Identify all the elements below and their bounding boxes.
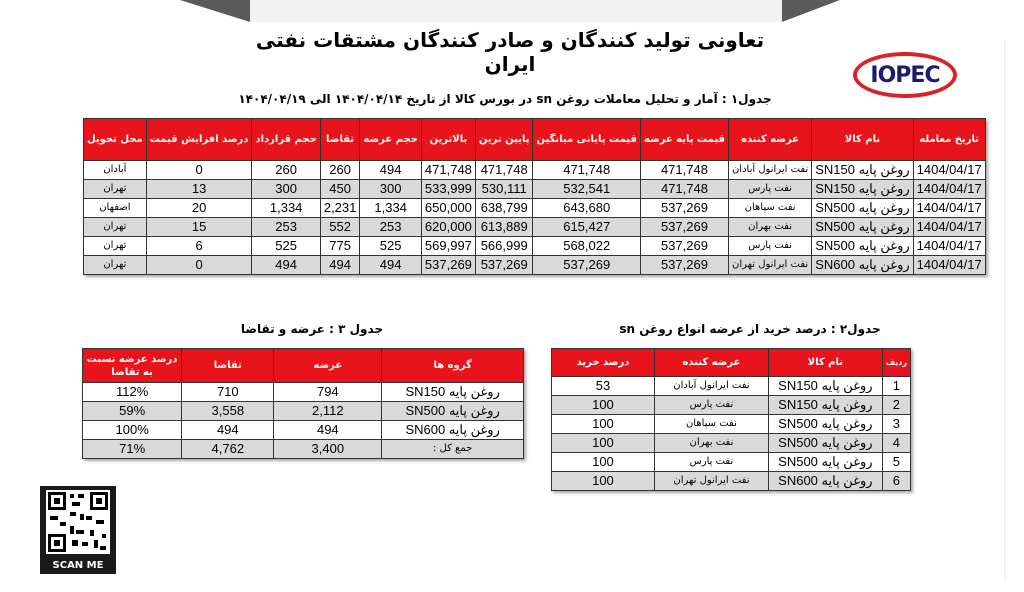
cell-highest: 537,269 bbox=[421, 256, 475, 275]
cell-percent: 100 bbox=[552, 396, 655, 415]
cell-product: روغن پایه SN500 bbox=[768, 434, 882, 453]
cell-supplier: نفت سپاهان bbox=[654, 415, 768, 434]
cell-lowest: 471,748 bbox=[475, 161, 533, 180]
cell-contract: 525 bbox=[252, 237, 320, 256]
cell-supplier: نفت ایرانول تهران bbox=[654, 472, 768, 491]
qr-code-pattern bbox=[46, 490, 110, 554]
page-edge bbox=[1004, 40, 1006, 580]
table-row bbox=[84, 256, 986, 275]
table-row bbox=[552, 453, 911, 472]
cell-date: 1404/04/17 bbox=[913, 180, 985, 199]
cell-demand: 494 bbox=[182, 421, 274, 440]
col-demand: تقاضا bbox=[182, 349, 274, 383]
col-base-price: قیمت پایه عرضه bbox=[640, 119, 728, 161]
table-row bbox=[552, 377, 911, 396]
col-groups: گروه ها bbox=[382, 349, 524, 383]
cell-supply: 494 bbox=[274, 421, 382, 440]
cell-percent: 53 bbox=[552, 377, 655, 396]
purchase-percent-table bbox=[551, 348, 911, 491]
qr-code[interactable] bbox=[40, 486, 116, 574]
cell-increase: 0 bbox=[146, 256, 252, 275]
cell-row-number: 6 bbox=[882, 472, 910, 491]
cell-final-price: 537,269 bbox=[533, 256, 640, 275]
table-row bbox=[83, 383, 524, 402]
col-supply-ratio: درصد عرضه نسبت به تقاضا bbox=[83, 349, 182, 383]
cell-delivery: تهران bbox=[84, 218, 147, 237]
cell-ratio: 59% bbox=[83, 402, 182, 421]
table-row bbox=[83, 402, 524, 421]
page-title: تعاونی تولید کنندگان و صادر کنندگان مشتقات نفتی ایران bbox=[255, 28, 765, 76]
col-trade-date: تاریخ معامله bbox=[913, 119, 985, 161]
cell-supplier: نفت ایرانول تهران bbox=[728, 256, 811, 275]
cell-supply: 494 bbox=[360, 256, 422, 275]
cell-supplier: نفت ایرانول آبادان bbox=[654, 377, 768, 396]
cell-highest: 569,997 bbox=[421, 237, 475, 256]
cell-product: روغن پایه SN500 bbox=[768, 453, 882, 472]
cell-delivery: تهران bbox=[84, 237, 147, 256]
cell-supply: 3,400 bbox=[274, 440, 382, 459]
cell-product: روغن پایه SN500 bbox=[812, 199, 913, 218]
table-row bbox=[83, 421, 524, 440]
cell-row-number: 1 bbox=[882, 377, 910, 396]
col-price-increase: درصد افزایش قیمت bbox=[146, 119, 252, 161]
qr-scan-label: SCAN ME bbox=[52, 560, 104, 571]
cell-ratio: 112% bbox=[83, 383, 182, 402]
col-final-avg-price: قیمت پایانی میانگین bbox=[533, 119, 640, 161]
cell-supply: 253 bbox=[360, 218, 422, 237]
cell-final-price: 643,680 bbox=[533, 199, 640, 218]
table-row bbox=[552, 415, 911, 434]
table-header-row bbox=[83, 349, 524, 383]
col-delivery-place: محل تحویل bbox=[84, 119, 147, 161]
cell-base-price: 537,269 bbox=[640, 218, 728, 237]
cell-contract: 1,334 bbox=[252, 199, 320, 218]
cell-final-price: 532,541 bbox=[533, 180, 640, 199]
cell-date: 1404/04/17 bbox=[913, 237, 985, 256]
cell-supplier: نفت پارس bbox=[728, 180, 811, 199]
cell-increase: 13 bbox=[146, 180, 252, 199]
cell-demand: 260 bbox=[320, 161, 360, 180]
cell-highest: 650,000 bbox=[421, 199, 475, 218]
cell-increase: 6 bbox=[146, 237, 252, 256]
col-supplier: عرضه کننده bbox=[728, 119, 811, 161]
cell-supply: 2,112 bbox=[274, 402, 382, 421]
cell-product: روغن پایه SN150 bbox=[812, 180, 913, 199]
table-row bbox=[552, 396, 911, 415]
cell-supplier: نفت پارس bbox=[654, 396, 768, 415]
col-row-number: ردیف bbox=[882, 349, 910, 377]
cell-base-price: 537,269 bbox=[640, 237, 728, 256]
cell-increase: 0 bbox=[146, 161, 252, 180]
cell-date: 1404/04/17 bbox=[913, 199, 985, 218]
cell-product: روغن پایه SN600 bbox=[768, 472, 882, 491]
cell-contract: 253 bbox=[252, 218, 320, 237]
cell-increase: 15 bbox=[146, 218, 252, 237]
table3-caption: جدول ۳ : عرضه و تقاضا bbox=[240, 322, 384, 336]
cell-ratio: 71% bbox=[83, 440, 182, 459]
cell-supply: 300 bbox=[360, 180, 422, 199]
col-purchase-percent: درصد خرید bbox=[552, 349, 655, 377]
cell-base-price: 471,748 bbox=[640, 180, 728, 199]
cell-lowest: 530,111 bbox=[475, 180, 533, 199]
cell-percent: 100 bbox=[552, 415, 655, 434]
table1-caption: جدول۱ : آمار و تحلیل معاملات روغن sn در بورس کالا از تاریخ ۱۴۰۴/۰۴/۱۴ الی ۱۴۰۴/۰۴/۱۹ bbox=[238, 92, 772, 106]
cell-percent: 100 bbox=[552, 434, 655, 453]
col-product: نام کالا bbox=[768, 349, 882, 377]
cell-group: روغن پایه SN600 bbox=[382, 421, 524, 440]
cell-increase: 20 bbox=[146, 199, 252, 218]
cell-product: روغن پایه SN150 bbox=[768, 396, 882, 415]
iopec-logo bbox=[853, 52, 957, 98]
col-supply-volume: حجم عرضه bbox=[360, 119, 422, 161]
cell-ratio: 100% bbox=[83, 421, 182, 440]
cell-product: روغن پایه SN150 bbox=[768, 377, 882, 396]
cell-percent: 100 bbox=[552, 472, 655, 491]
col-product: نام کالا bbox=[812, 119, 913, 161]
header-decoration-left bbox=[180, 0, 250, 22]
cell-demand: 494 bbox=[320, 256, 360, 275]
table-row bbox=[552, 434, 911, 453]
cell-highest: 533,999 bbox=[421, 180, 475, 199]
cell-row-number: 3 bbox=[882, 415, 910, 434]
cell-final-price: 568,022 bbox=[533, 237, 640, 256]
cell-supplier: نفت پارس bbox=[654, 453, 768, 472]
cell-delivery: تهران bbox=[84, 256, 147, 275]
cell-demand: 710 bbox=[182, 383, 274, 402]
cell-date: 1404/04/17 bbox=[913, 161, 985, 180]
cell-demand: 2,231 bbox=[320, 199, 360, 218]
cell-contract: 300 bbox=[252, 180, 320, 199]
cell-group: روغن پایه SN150 bbox=[382, 383, 524, 402]
cell-demand: 4,762 bbox=[182, 440, 274, 459]
cell-lowest: 566,999 bbox=[475, 237, 533, 256]
col-highest: بالاترین bbox=[421, 119, 475, 161]
cell-product: روغن پایه SN150 bbox=[812, 161, 913, 180]
col-supplier: عرضه کننده bbox=[654, 349, 768, 377]
supply-demand-table bbox=[82, 348, 524, 459]
cell-lowest: 537,269 bbox=[475, 256, 533, 275]
cell-demand: 3,558 bbox=[182, 402, 274, 421]
cell-supply: 1,334 bbox=[360, 199, 422, 218]
cell-date: 1404/04/17 bbox=[913, 256, 985, 275]
table-total-row bbox=[83, 440, 524, 459]
cell-supply: 494 bbox=[360, 161, 422, 180]
table2-caption: جدول۲ : درصد خرید از عرضه انواع روغن sn bbox=[619, 322, 881, 336]
cell-contract: 260 bbox=[252, 161, 320, 180]
logo-text: IOPEC bbox=[870, 62, 940, 88]
table-row bbox=[84, 199, 986, 218]
trades-table bbox=[83, 118, 986, 275]
cell-delivery: آبادان bbox=[84, 161, 147, 180]
cell-supplier: نفت بهران bbox=[728, 218, 811, 237]
cell-percent: 100 bbox=[552, 453, 655, 472]
cell-row-number: 5 bbox=[882, 453, 910, 472]
table-row bbox=[84, 161, 986, 180]
cell-group: روغن پایه SN500 bbox=[382, 402, 524, 421]
cell-delivery: تهران bbox=[84, 180, 147, 199]
cell-base-price: 537,269 bbox=[640, 199, 728, 218]
table-row bbox=[84, 180, 986, 199]
cell-product: روغن پایه SN500 bbox=[768, 415, 882, 434]
header-decoration-right bbox=[782, 0, 840, 22]
cell-supplier: نفت پارس bbox=[728, 237, 811, 256]
col-lowest: پایین ترین bbox=[475, 119, 533, 161]
table-row bbox=[84, 237, 986, 256]
cell-base-price: 471,748 bbox=[640, 161, 728, 180]
cell-product: روغن پایه SN600 bbox=[812, 256, 913, 275]
cell-highest: 471,748 bbox=[421, 161, 475, 180]
cell-demand: 450 bbox=[320, 180, 360, 199]
col-supply: عرضه bbox=[274, 349, 382, 383]
cell-supplier: نفت ایرانول آبادان bbox=[728, 161, 811, 180]
qr-code-icon bbox=[46, 490, 110, 554]
table-row bbox=[552, 472, 911, 491]
table-header-row bbox=[552, 349, 911, 377]
table-header-row bbox=[84, 119, 986, 161]
cell-demand: 552 bbox=[320, 218, 360, 237]
cell-date: 1404/04/17 bbox=[913, 218, 985, 237]
col-contract-volume: حجم قرارداد bbox=[252, 119, 320, 161]
cell-total-label: جمع کل : bbox=[382, 440, 524, 459]
cell-contract: 494 bbox=[252, 256, 320, 275]
cell-row-number: 4 bbox=[882, 434, 910, 453]
cell-supply: 525 bbox=[360, 237, 422, 256]
cell-final-price: 615,427 bbox=[533, 218, 640, 237]
cell-product: روغن پایه SN500 bbox=[812, 237, 913, 256]
col-demand: تقاضا bbox=[320, 119, 360, 161]
cell-delivery: اصفهان bbox=[84, 199, 147, 218]
cell-supplier: نفت سپاهان bbox=[728, 199, 811, 218]
cell-supplier: نفت بهران bbox=[654, 434, 768, 453]
cell-base-price: 537,269 bbox=[640, 256, 728, 275]
cell-final-price: 471,748 bbox=[533, 161, 640, 180]
cell-product: روغن پایه SN500 bbox=[812, 218, 913, 237]
header-bar bbox=[250, 0, 782, 22]
cell-lowest: 638,799 bbox=[475, 199, 533, 218]
cell-lowest: 613,889 bbox=[475, 218, 533, 237]
cell-highest: 620,000 bbox=[421, 218, 475, 237]
cell-row-number: 2 bbox=[882, 396, 910, 415]
cell-supply: 794 bbox=[274, 383, 382, 402]
cell-demand: 775 bbox=[320, 237, 360, 256]
table-row bbox=[84, 218, 986, 237]
